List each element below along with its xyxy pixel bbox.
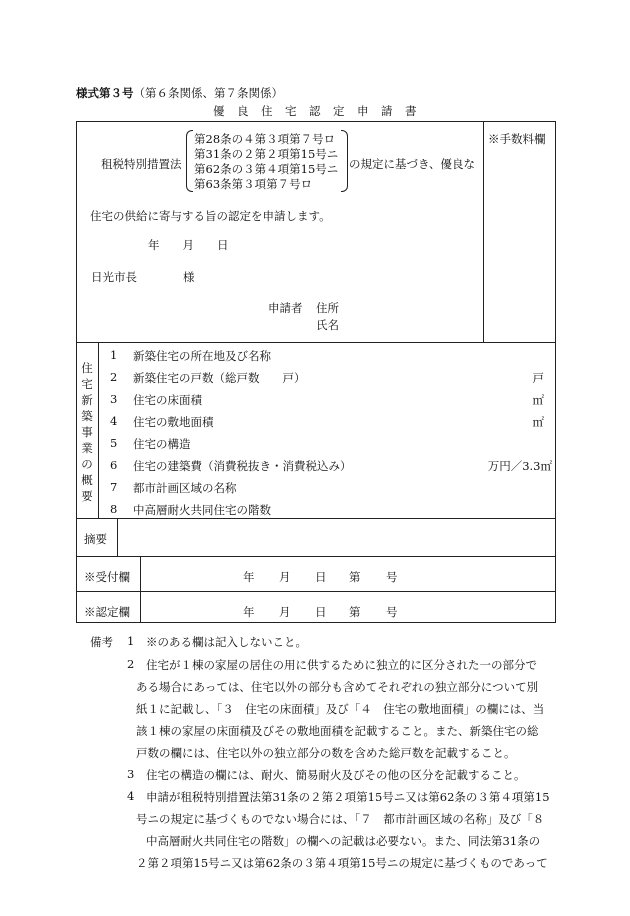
item-1-label: 新築住宅の所在地及び名称 [133, 349, 271, 363]
certification-day: 日 [315, 605, 327, 619]
item-6-label: 住宅の建築費（消費税抜き・消費税込み） [133, 459, 352, 473]
remark-line [0, 723, 630, 743]
item-2-num: 2 [110, 370, 118, 384]
statement-line-2: 住宅の供給に寄与する旨の認定を申請します。 [90, 209, 331, 223]
certification-month: 月 [279, 605, 291, 619]
clause-3: 第62条の３第４項第15号ニ [194, 162, 339, 176]
form-reference: （第６条関係、第７条関係） [133, 86, 283, 100]
remark-text: 号ニの規定に基づくものでない場合には、「７ 都市計画区域の名称」及び「８ [136, 812, 545, 826]
item-4-unit: ㎡ [532, 415, 544, 429]
item-7-num: 7 [110, 480, 118, 494]
remark-text: ２第２項第15号ニ又は第62条の３第４項第15号ニの規定に基づくものであって [136, 856, 548, 870]
clause-suffix: の規定に基づき、優良な [349, 157, 476, 171]
certification-year: 年 [243, 605, 255, 619]
reception-year: 年 [243, 570, 255, 584]
left-brace [186, 130, 193, 192]
certification-number-suffix: 号 [386, 605, 398, 619]
law-name: 租税特別措置法 [101, 157, 182, 171]
certification-number-prefix: 第 [349, 605, 361, 619]
item-5-label: 住宅の構造 [133, 437, 191, 451]
remark-text: 該１棟の家屋の床面積及びその敷地面積を記載すること。また、新築住宅の総 [136, 724, 539, 738]
item-2-unit: 戸 [532, 371, 544, 385]
clause-1: 第28条の４第３項第７号ロ [194, 132, 336, 146]
summary-label: 摘要 [84, 532, 107, 546]
item-4-label: 住宅の敷地面積 [133, 415, 214, 429]
remark-line [0, 811, 630, 831]
item-1-num: 1 [110, 348, 118, 362]
remark-line [0, 634, 630, 654]
reception-label-divider [140, 556, 141, 623]
page-title: 優 良 住 宅 認 定 申 請 書 [213, 104, 417, 118]
fee-column-divider [483, 121, 484, 342]
item-6-unit: 万円／3.3㎡ [487, 459, 552, 473]
summary-divider [76, 518, 556, 519]
remark-text: ※のある欄は記入しないこと。 [146, 635, 307, 649]
section-divider-top [76, 342, 556, 343]
certification-divider [76, 591, 556, 592]
item-3-num: 3 [110, 392, 118, 406]
item-6-num: 6 [110, 458, 118, 472]
right-brace [341, 130, 348, 192]
reception-day: 日 [315, 570, 327, 584]
remark-text: 中高層耐火共同住宅の階数」の欄への記載は必要ない。また、同法第31条の [146, 834, 541, 848]
remark-line [0, 745, 630, 765]
reception-month: 月 [279, 570, 291, 584]
item-8-label: 中高層耐火共同住宅の階数 [133, 503, 271, 517]
remark-line [0, 679, 630, 699]
name-label: 氏名 [316, 318, 339, 332]
reception-label: ※受付欄 [84, 570, 130, 584]
remark-line [0, 833, 630, 853]
item-3-label: 住宅の床面積 [133, 393, 202, 407]
remark-num: 4 [127, 789, 135, 803]
clause-2: 第31条の２第２項第15号ニ [194, 147, 339, 161]
address-label: 住所 [316, 301, 339, 315]
addressee: 日光市長 [91, 270, 137, 284]
remark-text: 紙１に記載し、「３ 住宅の床面積」及び「４ 住宅の敷地面積」の欄には、当 [136, 702, 545, 716]
item-4-num: 4 [110, 414, 118, 428]
remark-text: ある場合にあっては、住宅以外の部分も含めてそれぞれの独立部分について別 [136, 680, 539, 694]
clause-4: 第63条第３項第７号ロ [194, 177, 313, 191]
item-7-label: 都市計画区域の名称 [133, 481, 237, 495]
summary-label-divider [117, 518, 118, 556]
remark-num: 2 [127, 657, 135, 671]
form-number [76, 85, 283, 101]
form-number-label: 様式第３号 [76, 86, 134, 100]
remark-num: 3 [127, 767, 135, 781]
remark-text: 住宅が１棟の家屋の居住の用に供するために独立的に区分された一の部分で [146, 658, 537, 672]
reception-number-prefix: 第 [349, 570, 361, 584]
fee-column-label: ※手数料欄 [488, 132, 546, 146]
item-3-unit: ㎡ [532, 393, 544, 407]
remark-line [0, 855, 630, 875]
project-section-label: 住宅新築事業の概要 [81, 361, 93, 503]
remark-line [0, 789, 630, 809]
remark-text: 戸数の欄には、住宅以外の独立部分の数を含めた総戸数を記載すること。 [136, 746, 516, 760]
certification-label: ※認定欄 [84, 605, 130, 619]
remark-line [0, 657, 630, 677]
reception-number-suffix: 号 [386, 570, 398, 584]
remark-line [0, 767, 630, 787]
item-5-num: 5 [110, 436, 118, 450]
remark-num: 1 [127, 634, 135, 648]
remark-line [0, 701, 630, 721]
honorific: 様 [183, 270, 195, 284]
item-2-label: 新築住宅の戸数（総戸数 戸） [133, 371, 306, 385]
reception-divider [76, 556, 556, 557]
application-date: 年 月 日 [148, 238, 229, 252]
remarks-label: 備考 [90, 635, 113, 649]
applicant-label: 申請者 [268, 301, 303, 315]
remark-text: 住宅の構造の欄には、耐火、簡易耐火及びその他の区分を記載すること。 [146, 768, 526, 782]
item-8-num: 8 [110, 502, 118, 516]
remark-text: 申請が租税特別措置法第31条の２第２項第15号ニ又は第62条の３第４項第15 [146, 790, 550, 804]
project-label-divider [98, 342, 99, 518]
